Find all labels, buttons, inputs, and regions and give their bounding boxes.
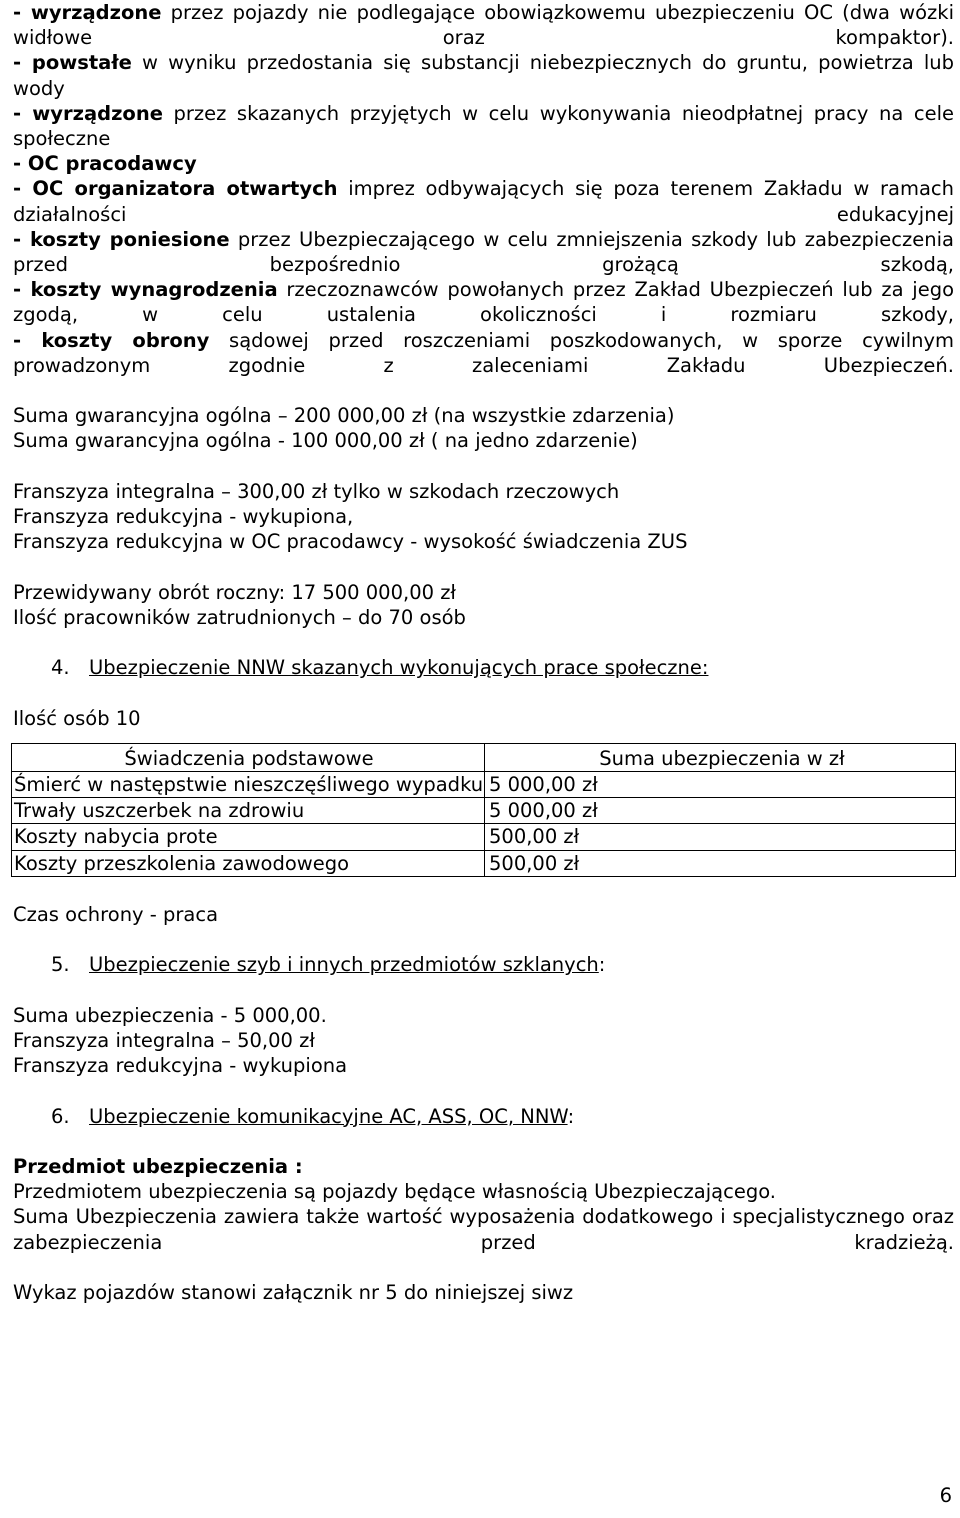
list-item-lead: - koszty obrony <box>13 328 210 352</box>
table-cell: Koszty przeszkolenia zawodowego <box>12 850 485 876</box>
list-item <box>13 50 954 100</box>
section-number: 6. <box>51 1104 70 1128</box>
document-page <box>13 0 954 1305</box>
table-header-cell: Świadczenia podstawowe <box>12 743 485 771</box>
list-item-text: przez Ubezpieczającego w celu zmniejszenia szkody lub zabezpieczenia przed bezpośrednio grożącą szkodą, <box>13 227 954 277</box>
table-row <box>12 824 956 850</box>
list-item-lead: - OC pracodawcy <box>13 152 197 176</box>
list-item <box>13 101 954 151</box>
sum-general-single: Suma gwarancyjna ogólna - 100 000,00 zł ( na jedno zdarzenie) <box>13 429 638 453</box>
glass-franchise-reductive: Franszyza redukcyjna - wykupiona <box>13 1054 348 1078</box>
employee-count: Ilość pracowników zatrudnionych – do 70 osób <box>13 605 466 629</box>
table-cell: Trwały uszczerbek na zdrowiu <box>12 798 485 824</box>
table-cell-text: Śmierć w następstwie nieszczęśliwego wypadku <box>14 773 484 797</box>
list-item-text: przez skazanych przyjętych w celu wykonywania nieodpłatnej pracy na cele społeczne <box>13 101 954 151</box>
page-number: 6 <box>939 1484 952 1507</box>
subject-heading-text: Przedmiot ubezpieczenia : <box>13 1154 303 1178</box>
list-item <box>13 277 954 327</box>
table-row <box>12 772 956 798</box>
list-item-lead: - wyrządzone <box>13 1 162 24</box>
list-item <box>13 0 954 50</box>
section-6-heading <box>13 1104 954 1129</box>
section-number: 5. <box>51 953 70 977</box>
table-cell <box>12 772 485 798</box>
sum-general-all: Suma gwarancyjna ogólna – 200 000,00 zł (na wszystkie zdarzenia) <box>13 404 675 428</box>
annual-turnover: Przewidywany obrót roczny: 17 500 000,00 zł <box>13 580 456 604</box>
list-item-lead: - koszty wynagrodzenia <box>13 278 278 302</box>
section-title-suffix: : <box>567 1104 575 1128</box>
list-item-text: przez pojazdy nie podlegające obowiązkowemu ubezpieczeniu OC (dwa wózki widłowe oraz kompaktor). <box>13 1 954 50</box>
franchise-employer: Franszyza redukcyjna w OC pracodawcy - wysokość świadczenia ZUS <box>13 530 688 554</box>
section-title: Ubezpieczenie NNW skazanych wykonujących prace społeczne: <box>89 656 709 680</box>
sum-contents-text: Suma Ubezpieczenia zawiera także wartość wyposażenia dodatkowego i specjalistycznego oraz zabezpieczenia przed kradzieżą. <box>13 1205 954 1254</box>
table-header-cell: Suma ubezpieczenia w zł <box>485 743 956 771</box>
section-number: 4. <box>51 656 70 680</box>
list-item-text: sądowej przed roszczeniami poszkodowanych, w sporze cywilnym prowadzonym zgodnie z zaleceniami Zakładu Ubezpieczeń. <box>13 328 955 377</box>
protection-time: Czas ochrony - praca <box>13 903 219 927</box>
section-5-heading <box>13 952 954 977</box>
list-item <box>13 176 954 226</box>
section-title-suffix: : <box>598 953 606 977</box>
glass-franchise-integral: Franszyza integralna – 50,00 zł <box>13 1029 315 1052</box>
subject-text: Przedmiotem ubezpieczenia są pojazdy będące własnością Ubezpieczającego. <box>13 1180 776 1204</box>
liability-list <box>13 0 954 378</box>
list-item-lead: - koszty poniesione <box>13 227 230 251</box>
list-item <box>13 227 954 277</box>
franchise-reductive: Franszyza redukcyjna - wykupiona, <box>13 505 354 529</box>
table-cell: 5 000,00 zł <box>485 798 956 824</box>
list-item-text: w wyniku przedostania się substancji niebezpiecznych do gruntu, powietrza lub wody <box>13 51 955 100</box>
section-title: Ubezpieczenie szyb i innych przedmiotów szklanych <box>89 953 599 977</box>
list-item-text: rzeczoznawców powołanych przez Zakład Ubezpieczeń lub za jego zgodą, w celu ustalenia okoliczności i rozmiaru szkody, <box>13 278 955 327</box>
list-item-text: imprez odbywających się poza terenem Zakładu w ramach działalności edukacyjnej <box>13 177 955 226</box>
table-cell: 500,00 zł <box>485 850 956 876</box>
list-item <box>13 151 954 176</box>
list-item-lead: - powstałe <box>13 51 132 75</box>
list-item-lead: - wyrządzone <box>13 101 163 125</box>
benefits-table <box>11 743 956 877</box>
franchise-integral: Franszyza integralna – 300,00 zł tylko w szkodach rzeczowych <box>13 479 620 503</box>
table-cell: 5 000,00 zł <box>485 772 956 798</box>
table-cell: Koszty nabycia prote <box>12 824 485 850</box>
glass-sum: Suma ubezpieczenia - 5 000,00. <box>13 1003 327 1027</box>
persons-count: Ilość osób 10 <box>13 706 141 730</box>
list-item-lead: - OC organizatora otwartych <box>13 177 338 201</box>
table-row <box>12 850 956 876</box>
section-4-heading <box>13 655 954 680</box>
table-header-row <box>12 743 956 771</box>
table-row <box>12 798 956 824</box>
vehicle-list-note: Wykaz pojazdów stanowi załącznik nr 5 do niniejszej siwz <box>13 1280 574 1304</box>
list-item <box>13 328 954 378</box>
section-title: Ubezpieczenie komunikacyjne AC, ASS, OC, NNW <box>89 1104 568 1128</box>
table-cell: 500,00 zł <box>485 824 956 850</box>
subject-heading <box>13 1154 954 1179</box>
